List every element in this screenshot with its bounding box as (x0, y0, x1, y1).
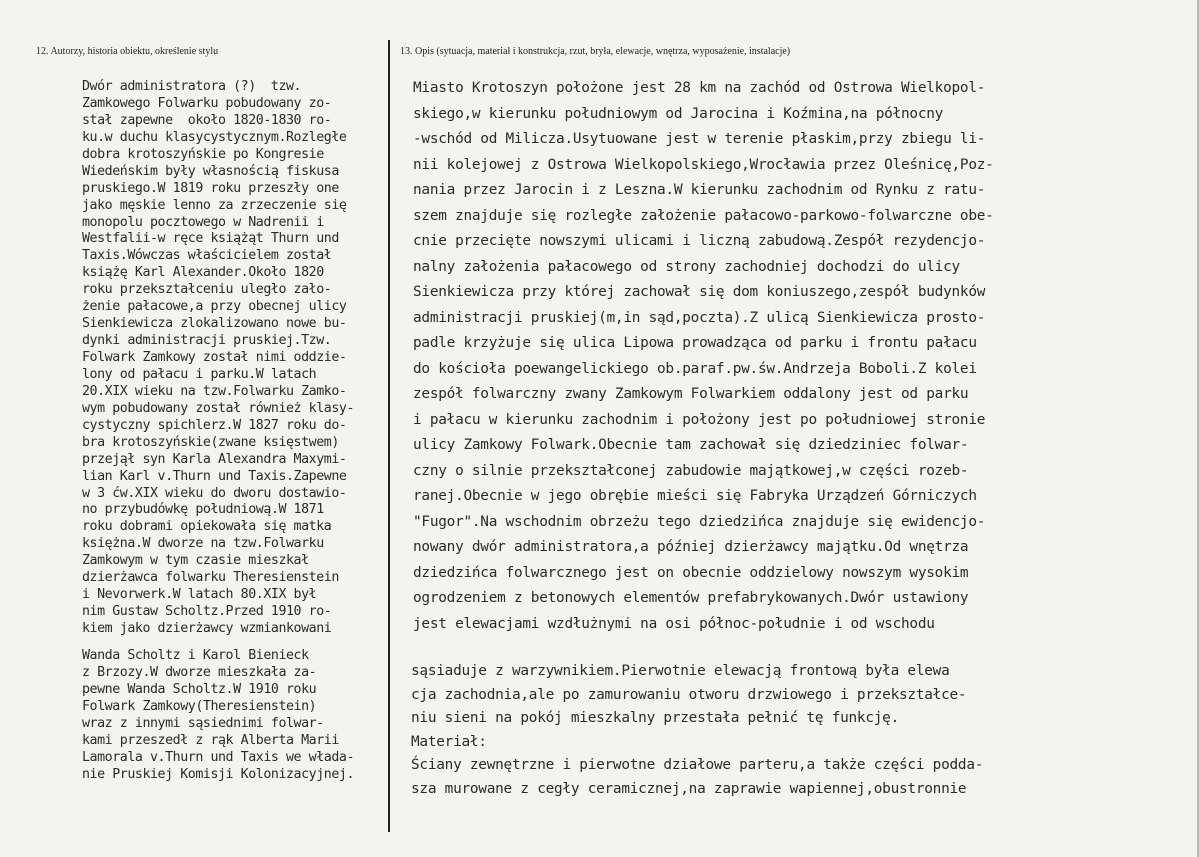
description-text-line: nalny założenia pałacowego od strony zachodniej dochodzi do ulicy (413, 258, 960, 275)
history-text-line: stał zapewne około 1820-1830 ro- (82, 112, 332, 128)
description-text-line: ranej.Obecnie w jego obrębie mieści się Fabryka Urządzeń Górniczych (413, 488, 977, 504)
column-divider (388, 40, 390, 832)
description-text-line: nania przez Jarocin i z Leszna.W kierunku zachodnim od Rynku z ratu- (413, 182, 986, 198)
description-text-line: zespół folwarczny zwany Zamkowym Folwarkiem oddalony jest od parku (413, 386, 969, 402)
history-text-line: Dwór administratora (?) tzw. (82, 79, 302, 94)
description-column (413, 76, 994, 637)
description-text-line: ulicy Zamkowy Folwark.Obecnie tam zachował się dziedziniec folwar- (413, 437, 969, 453)
description-text-line: administracji pruskiej(m,in sąd,poczta).Z ulicą Sienkiewicza prosto- (413, 309, 986, 326)
description-text-line: i pałacu w kierunku zachodnim i położony jest po południowej stronie (413, 411, 986, 428)
history-text-line: cystyczny spichlerz.W 1827 roku do- (82, 417, 347, 433)
history-text-line: Taxis.Wówczas właścicielem został (82, 248, 332, 264)
history-text-line: Lamorala v.Thurn und Taxis we włada- (82, 749, 354, 765)
history-text-line: dynki administracji pruskiej.Tzw. (82, 333, 332, 349)
history-text-line: wraz z innymi sąsiednimi folwar- (82, 715, 324, 731)
history-text-line: kiem jako dzierżawcy wzmiankowani (82, 621, 332, 636)
description-text-line: dziedzińca folwarcznego jest on obecnie oddzielowy nowszym wysokim (413, 564, 969, 581)
history-text-line: Folwark Zamkowy został nimi oddzie- (82, 350, 347, 365)
description-text-line: Miasto Krotoszyn położone jest 28 km na zachód od Ostrowa Wielkopol- (413, 80, 986, 96)
description-text-line: jest elewacjami wzdłużnymi na osi północ-południe i od wschodu (413, 615, 935, 632)
history-text-line: bra krotoszyńskie(zwane księstwem) (82, 434, 339, 450)
description-text-line: -wschód od Milicza.Usytuowane jest w terenie płaskim,przy zbiegu li- (413, 131, 986, 147)
history-text-line: no przybudówkę południową.W 1871 (82, 502, 324, 518)
description-text-line: nowany dwór administratora,a później dzierżawcy majątku.Od wnętrza (413, 539, 969, 555)
history-text-line: żenie pałacowe,a przy obecnej ulicy (82, 299, 347, 315)
history-text-line: lony od pałacu i parku.W latach (82, 366, 317, 382)
description-text-line: czny o silnie przekształconej zabudowie majątkowej,w części rozeb- (413, 462, 969, 479)
history-text-line: pewne Wanda Scholtz.W 1910 roku (82, 681, 317, 697)
description-text-line: sza murowane z cegły ceramicznej,na zaprawie wapiennej,obustronnie (411, 780, 967, 797)
history-text-line: Folwark Zamkowy(Theresienstein) (82, 698, 317, 714)
history-text-line: jako męskie lenno za zrzeczenie się (82, 197, 347, 213)
history-text-line: pruskiego.W 1819 roku przeszły one (82, 180, 339, 196)
history-text-line: ku.w duchu klasycystycznym.Rozległe (82, 129, 347, 145)
history-text-line: z Brzozy.W dworze mieszkała za- (82, 664, 317, 680)
description-text-line: skiego,w kierunku południowym od Jarocina i Koźmina,na północny (413, 105, 944, 122)
description-text-line: cja zachodnia,ale po zamurowaniu otworu drzwiowego i przekształce- (411, 686, 967, 703)
history-text-line: przejął syn Karla Alexandra Maxymi- (82, 451, 347, 467)
history-text-line: Sienkiewicza zlokalizowano nowe bu- (82, 316, 347, 332)
description-continued (411, 660, 983, 801)
description-text-line: Sienkiewicza przy której zachował się dom koniuszego,zespół budynków (413, 284, 986, 300)
description-text-line: Materiał: (411, 733, 487, 750)
paragraph-gap (82, 638, 354, 648)
history-text-line: i Nevorwerk.W latach 80.XIX był (82, 587, 317, 603)
history-text-line: Zamkowego Folwarku pobudowany zo- (82, 95, 332, 111)
description-text-line: padle krzyżuje się ulica Lipowa prowadząca od parku i frontu pałacu (413, 335, 977, 351)
description-text-line: ogrodzeniem z betonowych elementów prefabrykowanych.Dwór ustawiony (413, 590, 969, 606)
history-text-line: wym pobudowany został również klasy- (82, 400, 354, 416)
description-text-line: nii kolejowej z Ostrowa Wielkopolskiego,Wrocławia przez Oleśnicę,Poz- (413, 156, 994, 173)
history-text-line: dzierżawca folwarku Theresienstein (82, 570, 339, 586)
description-text-line: sąsiaduje z warzywnikiem.Pierwotnie elewacją frontową była elewa (411, 663, 950, 679)
history-text-line: Westfalii-w ręce książąt Thurn und (82, 231, 339, 247)
history-text-line: dobra krotoszyńskie po Kongresie (82, 146, 324, 162)
history-text-line: roku dobrami opiekowała się matka (82, 519, 332, 535)
history-text-line: lian Karl v.Thurn und Taxis.Zapewne (82, 468, 347, 484)
description-text-line: do kościoła poewangelickiego ob.paraf.pw.św.Andrzeja Boboli.Z kolei (413, 360, 977, 377)
history-column (82, 79, 354, 783)
description-text-line: szem znajduje się rozległe założenie pałacowo-parkowo-folwarczne obe- (413, 207, 994, 224)
section-12-header: 12. Autorzy, historia obiektu, określenie stylu (36, 46, 219, 57)
history-text-line: monopolu pocztowego w Nadrenii i (82, 214, 324, 230)
history-text-line: Wanda Scholtz i Karol Bienieck (82, 647, 309, 663)
history-text-line: roku przekształceniu uległo zało- (82, 282, 332, 298)
history-text-line: Wiedeńskim były własnością fiskusa (82, 163, 339, 179)
description-text-line: Ściany zewnętrzne i pierwotne działowe parteru,a także części podda- (411, 757, 984, 773)
description-text-line: "Fugor".Na wschodnim obrzeżu tego dziedzińca znajduje się ewidencjo- (413, 513, 986, 530)
section-13-header: 13. Opis (sytuacja, materiał i konstrukcja, rzut, bryła, elewacje, wnętrza, wyposażenie, instalacje) (400, 46, 791, 57)
history-text-line: nim Gustaw Scholtz.Przed 1910 ro- (82, 604, 332, 620)
history-text-line: kami przeszedł z rąk Alberta Marii (82, 732, 339, 748)
history-text-line: w 3 ćw.XIX wieku do dworu dostawio- (82, 485, 347, 501)
history-text-line: nie Pruskiej Komisji Kolonizacyjnej. (82, 766, 354, 782)
history-text-line: Zamkowym w tym czasie mieszkał (82, 553, 309, 569)
description-text-line: niu sieni na pokój mieszkalny przestała pełnić tę funkcję. (411, 710, 900, 726)
description-text-line: cnie przecięte nowszymi ulicami i liczną zabudową.Zespół rezydencjo- (413, 233, 986, 249)
history-text-line: książę Karl Alexander.Około 1820 (82, 265, 324, 281)
history-text-line: 20.XIX wieku na tzw.Folwarku Zamko- (82, 383, 347, 399)
history-text-line: księżna.W dworze na tzw.Folwarku (82, 536, 324, 552)
